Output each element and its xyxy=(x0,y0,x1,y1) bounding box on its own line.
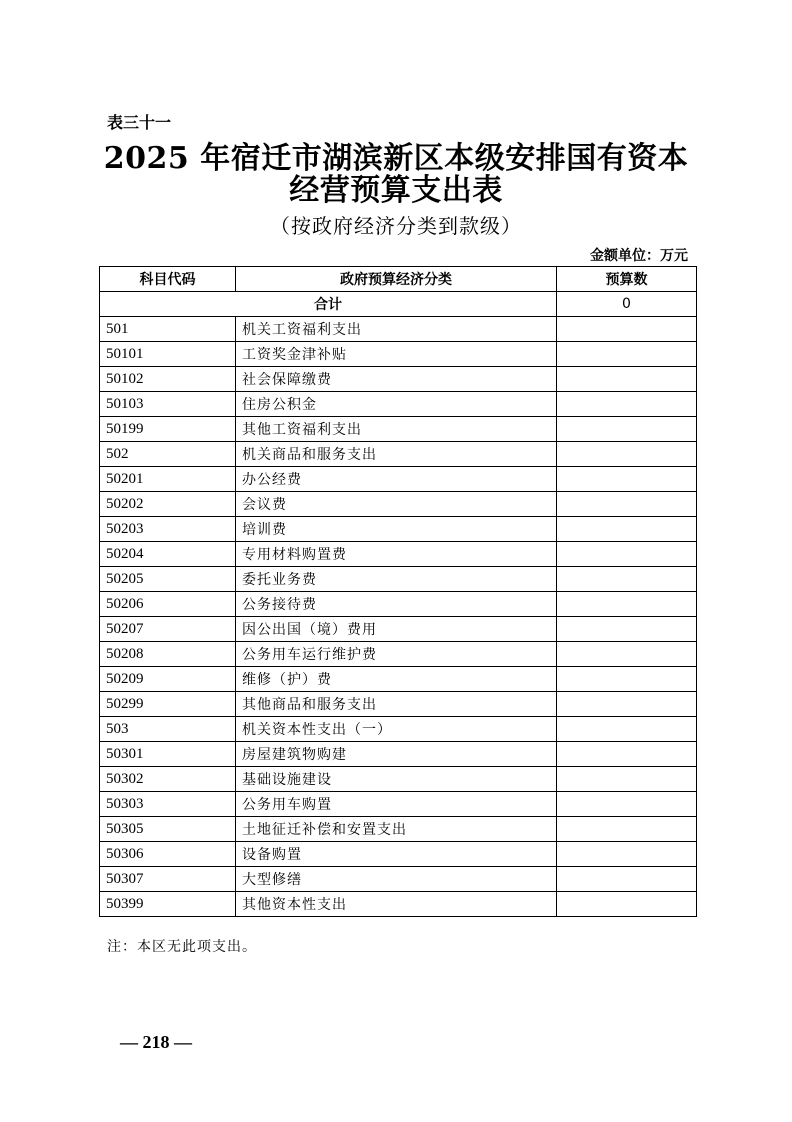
table-row xyxy=(100,692,697,717)
table-row xyxy=(100,542,697,567)
row-code: 50302 xyxy=(100,767,236,792)
table-row xyxy=(100,317,697,342)
row-amount xyxy=(557,492,697,517)
row-amount xyxy=(557,517,697,542)
header-code: 科目代码 xyxy=(100,267,236,292)
row-name: 社会保障缴费 xyxy=(236,367,557,392)
row-amount xyxy=(557,667,697,692)
page-title-line-1: 2025 年宿迁市湖滨新区本级安排国有资本 xyxy=(103,141,689,176)
table-header-row xyxy=(100,267,697,292)
row-amount xyxy=(557,367,697,392)
row-name: 其他商品和服务支出 xyxy=(236,692,557,717)
row-name: 房屋建筑物购建 xyxy=(236,742,557,767)
row-amount xyxy=(557,842,697,867)
row-amount xyxy=(557,642,697,667)
row-name: 专用材料购置费 xyxy=(236,542,557,567)
row-name: 公务用车运行维护费 xyxy=(236,642,557,667)
row-code: 50101 xyxy=(100,342,236,367)
row-name: 住房公积金 xyxy=(236,392,557,417)
table-row xyxy=(100,492,697,517)
row-amount xyxy=(557,417,697,442)
row-name: 工资奖金津补贴 xyxy=(236,342,557,367)
amount-unit: 金额单位：万元 xyxy=(590,248,688,264)
row-name: 基础设施建设 xyxy=(236,767,557,792)
row-code: 50307 xyxy=(100,867,236,892)
row-code: 50206 xyxy=(100,592,236,617)
table-row xyxy=(100,517,697,542)
row-name: 设备购置 xyxy=(236,842,557,867)
table-row xyxy=(100,567,697,592)
row-amount xyxy=(557,817,697,842)
row-amount xyxy=(557,792,697,817)
table-row xyxy=(100,817,697,842)
table-row xyxy=(100,467,697,492)
row-amount xyxy=(557,692,697,717)
row-name: 机关工资福利支出 xyxy=(236,317,557,342)
row-name: 大型修缮 xyxy=(236,867,557,892)
table-row xyxy=(100,742,697,767)
row-code: 50399 xyxy=(100,892,236,917)
total-label: 合计 xyxy=(100,292,557,317)
footnote: 注：本区无此项支出。 xyxy=(107,939,257,955)
row-name: 机关资本性支出（一） xyxy=(236,717,557,742)
row-amount xyxy=(557,567,697,592)
row-code: 503 xyxy=(100,717,236,742)
table-row xyxy=(100,667,697,692)
row-name: 维修（护）费 xyxy=(236,667,557,692)
row-name: 公务用车购置 xyxy=(236,792,557,817)
row-amount xyxy=(557,467,697,492)
table-row xyxy=(100,642,697,667)
row-code: 502 xyxy=(100,442,236,467)
row-name: 土地征迁补偿和安置支出 xyxy=(236,817,557,842)
row-amount xyxy=(557,392,697,417)
row-name: 委托业务费 xyxy=(236,567,557,592)
row-amount xyxy=(557,542,697,567)
table-row xyxy=(100,867,697,892)
table-row xyxy=(100,767,697,792)
row-name: 机关商品和服务支出 xyxy=(236,442,557,467)
table-row xyxy=(100,842,697,867)
row-code: 50305 xyxy=(100,817,236,842)
row-amount xyxy=(557,592,697,617)
page-subtitle: （按政府经济分类到款级） xyxy=(270,214,522,238)
header-name: 政府预算经济分类 xyxy=(236,267,557,292)
row-code: 50199 xyxy=(100,417,236,442)
row-code: 50103 xyxy=(100,392,236,417)
row-code: 50301 xyxy=(100,742,236,767)
table-row xyxy=(100,442,697,467)
row-code: 50306 xyxy=(100,842,236,867)
page-number: — 218 — xyxy=(120,1032,192,1052)
header-amount: 预算数 xyxy=(557,267,697,292)
row-name: 办公经费 xyxy=(236,467,557,492)
row-name: 因公出国（境）费用 xyxy=(236,617,557,642)
row-amount xyxy=(557,317,697,342)
table-label: 表三十一 xyxy=(107,113,172,132)
row-amount xyxy=(557,767,697,792)
row-code: 50201 xyxy=(100,467,236,492)
table-row xyxy=(100,792,697,817)
total-row xyxy=(100,292,697,317)
row-code: 50303 xyxy=(100,792,236,817)
row-amount xyxy=(557,867,697,892)
row-amount xyxy=(557,892,697,917)
row-code: 50208 xyxy=(100,642,236,667)
row-amount xyxy=(557,342,697,367)
table-row xyxy=(100,392,697,417)
row-code: 50204 xyxy=(100,542,236,567)
budget-table xyxy=(99,266,697,917)
row-code: 50102 xyxy=(100,367,236,392)
table-row xyxy=(100,417,697,442)
row-code: 50299 xyxy=(100,692,236,717)
total-value: 0 xyxy=(557,292,697,317)
row-code: 50202 xyxy=(100,492,236,517)
row-amount xyxy=(557,442,697,467)
table-row xyxy=(100,892,697,917)
row-name: 其他工资福利支出 xyxy=(236,417,557,442)
row-code: 50203 xyxy=(100,517,236,542)
row-code: 50209 xyxy=(100,667,236,692)
table-row xyxy=(100,342,697,367)
table-row xyxy=(100,592,697,617)
row-amount xyxy=(557,617,697,642)
table-row xyxy=(100,617,697,642)
table-row xyxy=(100,367,697,392)
row-name: 其他资本性支出 xyxy=(236,892,557,917)
row-code: 50205 xyxy=(100,567,236,592)
page-title-line-2: 经营预算支出表 xyxy=(289,173,503,208)
row-amount xyxy=(557,742,697,767)
row-name: 培训费 xyxy=(236,517,557,542)
row-amount xyxy=(557,717,697,742)
table-row xyxy=(100,717,697,742)
row-name: 会议费 xyxy=(236,492,557,517)
row-name: 公务接待费 xyxy=(236,592,557,617)
row-code: 50207 xyxy=(100,617,236,642)
row-code: 501 xyxy=(100,317,236,342)
